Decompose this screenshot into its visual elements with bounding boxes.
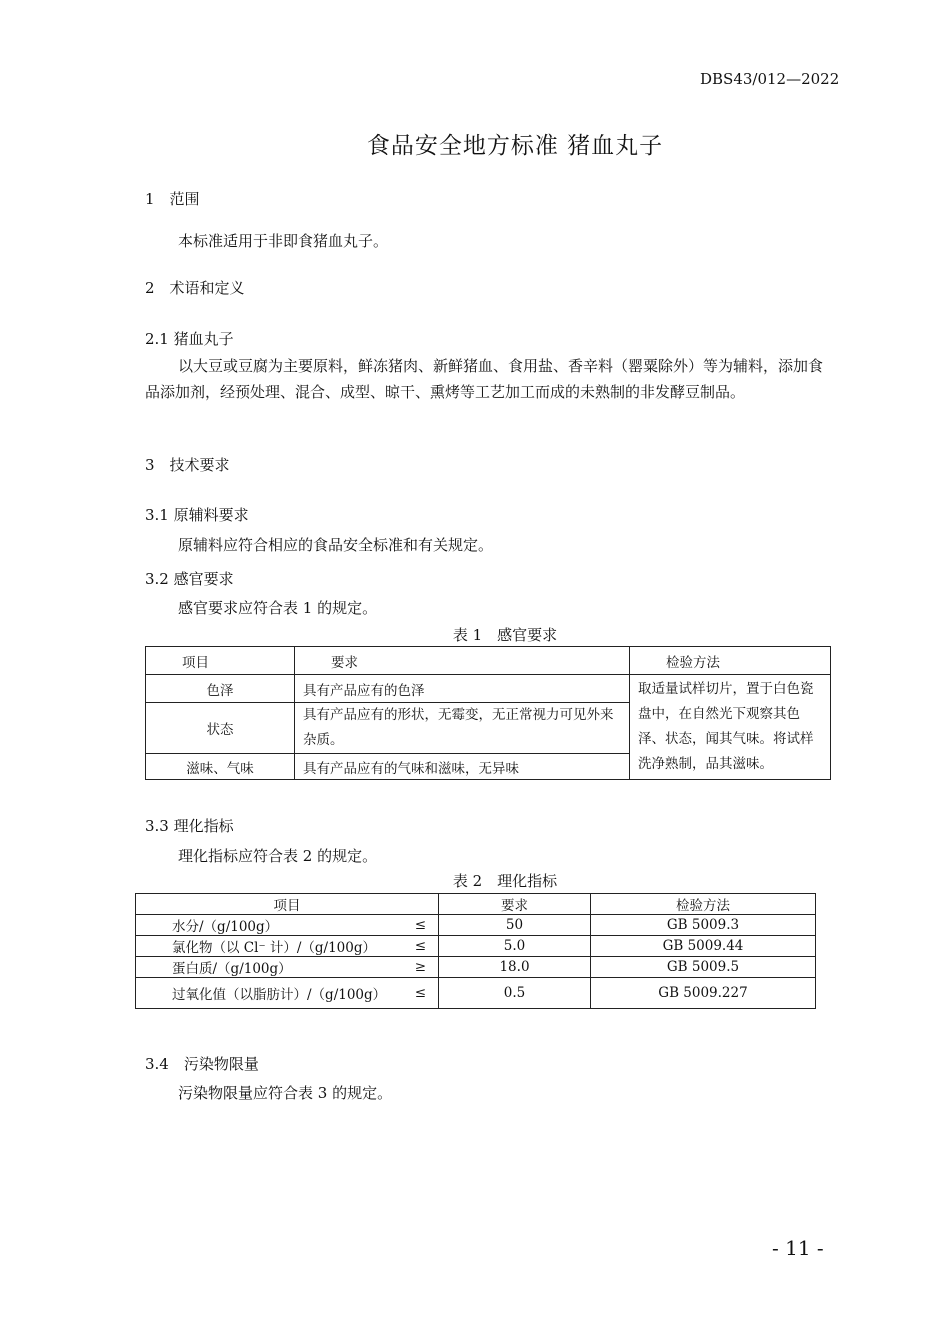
comparison-symbol: ≥ [414, 959, 426, 975]
page-number: - 11 - [772, 1236, 824, 1260]
section-3-2-heading: 3.2 感官要求 [145, 570, 234, 588]
comparison-symbol: ≤ [414, 985, 426, 1001]
item-label: 水分/（g/100g） [172, 919, 279, 935]
standard-code: DBS43/012—2022 [700, 70, 840, 88]
section-1-text: 本标准适用于非即食猪血丸子。 [178, 232, 389, 250]
table-row-req: 具有产品应有的色泽 [295, 675, 630, 703]
section-3-4-heading: 3.4 污染物限量 [145, 1055, 259, 1073]
table-row-req: 具有产品应有的形状，无霉变，无正常视力可见外来杂质。 [295, 703, 630, 754]
section-3-heading: 3 技术要求 [145, 456, 230, 474]
section-3-3-heading: 3.3 理化指标 [145, 817, 234, 835]
item-method: GB 5009.227 [591, 978, 816, 1009]
table-1-header-item: 项目 [146, 647, 295, 675]
table-row-item: 滋味、气味 [146, 754, 295, 780]
table-1-method: 取适量试样切片，置于白色瓷盘中，在自然光下观察其色泽、状态，闻其气味。将试样洗净熟制，品其滋味。 [630, 675, 831, 780]
table-2-caption: 表 2 理化指标 [452, 872, 558, 890]
section-3-1-heading: 3.1 原辅料要求 [145, 506, 249, 524]
table-row [136, 957, 439, 978]
item-value: 18.0 [439, 957, 591, 978]
section-3-1-text: 原辅料应符合相应的食品安全标准和有关规定。 [178, 536, 494, 554]
table-1-caption: 表 1 感官要求 [452, 626, 558, 644]
comparison-symbol: ≤ [414, 917, 426, 933]
item-label: 氯化物（以 Cl⁻ 计）/（g/100g） [172, 940, 377, 956]
table-2-header-req: 要求 [439, 894, 591, 915]
section-3-4-text: 污染物限量应符合表 3 的规定。 [178, 1084, 393, 1102]
table-2-header-item: 项目 [136, 894, 439, 915]
table-row [136, 978, 439, 1009]
item-value: 0.5 [439, 978, 591, 1009]
table-row-item: 状态 [146, 703, 295, 754]
section-1-heading: 1 范围 [145, 190, 200, 208]
item-value: 5.0 [439, 936, 591, 957]
table-row [136, 915, 439, 936]
item-method: GB 5009.3 [591, 915, 816, 936]
section-2-heading: 2 术语和定义 [145, 279, 245, 297]
item-label: 蛋白质/（g/100g） [172, 961, 292, 977]
item-method: GB 5009.5 [591, 957, 816, 978]
table-1-header-method: 检验方法 [630, 647, 831, 675]
item-value: 50 [439, 915, 591, 936]
comparison-symbol: ≤ [414, 938, 426, 954]
section-3-3-text: 理化指标应符合表 2 的规定。 [178, 847, 378, 865]
section-2-1-heading: 2.1 猪血丸子 [145, 330, 234, 348]
section-2-1-text: 以大豆或豆腐为主要原料，鲜冻猪肉、新鲜猪血、食用盐、香辛料（罂粟除外）等为辅料，添加食品添加剂，经预处理、混合、成型、晾干、熏烤等工艺加工而成的未熟制的非发酵豆制品。 [145, 357, 824, 401]
item-method: GB 5009.44 [591, 936, 816, 957]
table-2 [135, 893, 816, 1009]
table-1 [145, 646, 831, 780]
table-row-req: 具有产品应有的气味和滋味，无异味 [295, 754, 630, 780]
table-row [136, 936, 439, 957]
page-title: 食品安全地方标准 猪血丸子 [366, 133, 664, 159]
item-label: 过氧化值（以脂肪计）/（g/100g） [172, 987, 387, 1003]
table-2-header-method: 检验方法 [591, 894, 816, 915]
table-row-item: 色泽 [146, 675, 295, 703]
section-3-2-text: 感官要求应符合表 1 的规定。 [178, 599, 378, 617]
table-1-header-req: 要求 [295, 647, 630, 675]
